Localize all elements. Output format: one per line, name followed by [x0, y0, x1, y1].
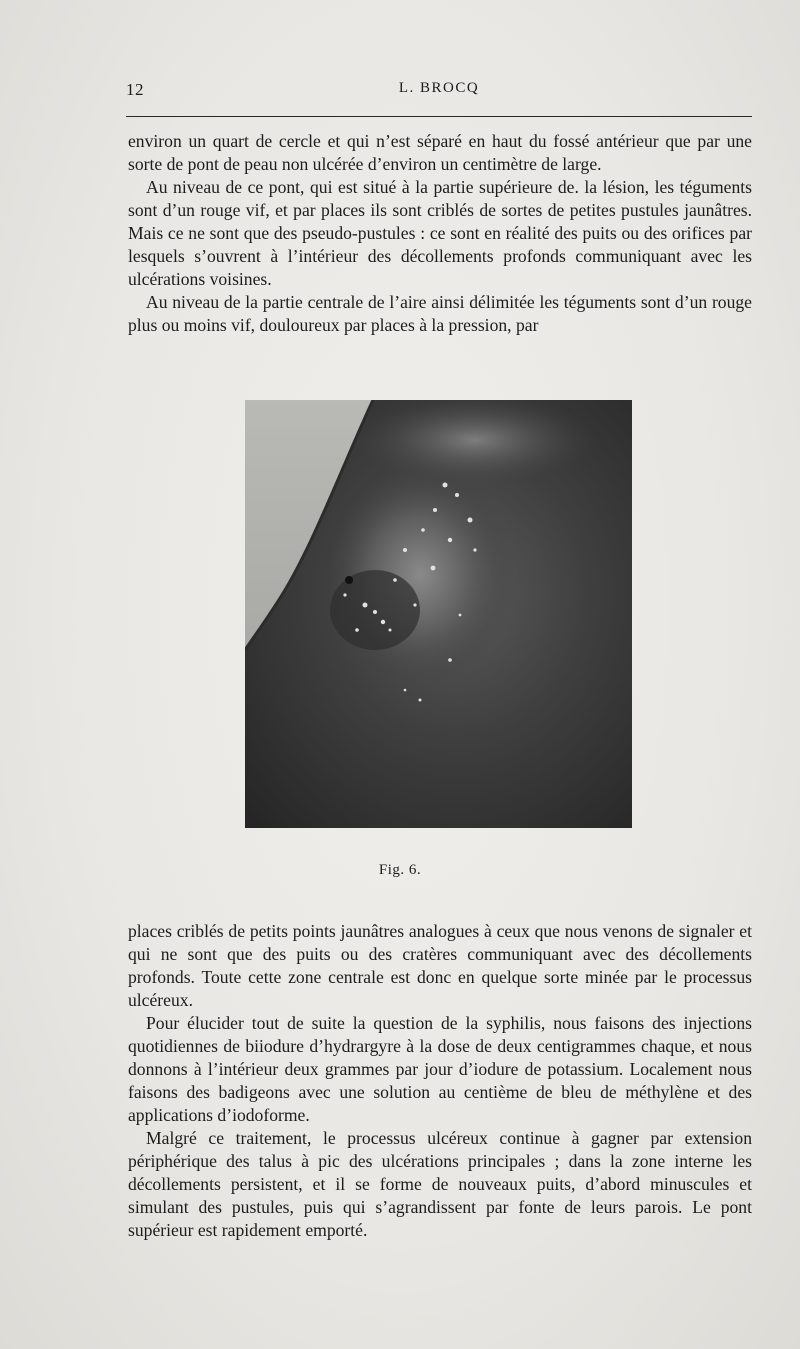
running-head: L. BROCQ: [398, 80, 480, 96]
paragraph: environ un quart de cercle et qui n’est séparé en haut du fossé antérieur que par une sorte de pont de peau non ulcérée d’environ un centimètre de large.: [128, 131, 752, 174]
figure-caption: Fig. 6.: [378, 862, 422, 878]
page-header: [126, 80, 752, 104]
body-text-top: [128, 130, 752, 337]
paragraph: Malgré ce traitement, le processus ulcéreux continue à gagner par extension périphérique des talus à pic des ulcérations principales ; dans la zone interne les décollements persistent, et il se forme de nouveaux puits, d’abord minuscules et simulant des pustules, puis qui s’agrandissent par fonte de leurs parois. Le pont supérieur est rapidement emporté.: [128, 1128, 752, 1240]
clinical-photograph: [245, 400, 632, 828]
page-number: 12: [126, 80, 144, 99]
paragraph: Au niveau de la partie centrale de l’aire ainsi délimitée les téguments sont d’un rouge plus ou moins vif, douloureux par places à la pression, par: [128, 292, 752, 335]
paragraph: Pour élucider tout de suite la question de la syphilis, nous faisons des injections quotidiennes de biiodure d’hydrargyre à la dose de deux centigrammes chaque, et nous donnons à l’intérieur deux grammes par jour d’iodure de potassium. Localement nous faisons des badigeons avec une solution au centième de bleu de méthylène et des applications d’iodoforme.: [128, 1013, 752, 1125]
paragraph: places criblés de petits points jaunâtres analogues à ceux que nous venons de signaler et qui ne sont que des puits ou des cratères communiquant avec des décollements profonds. Toute cette zone centrale est donc en quelque sorte minée par le processus ulcéreux.: [128, 921, 752, 1010]
paragraph: Au niveau de ce pont, qui est situé à la partie supérieure de. la lésion, les téguments sont d’un rouge vif, et par places ils sont criblés de sortes de petites pustules jaunâtres. Mais ce ne sont que des pseudo-pustules : ce sont en réalité des puits ou des orifices par lesquels s’ouvrent à l’intérieur des décollements profonds communiquant avec les ulcérations voisines.: [128, 177, 752, 289]
header-rule: [126, 116, 752, 117]
body-text-bottom: [128, 920, 752, 1242]
